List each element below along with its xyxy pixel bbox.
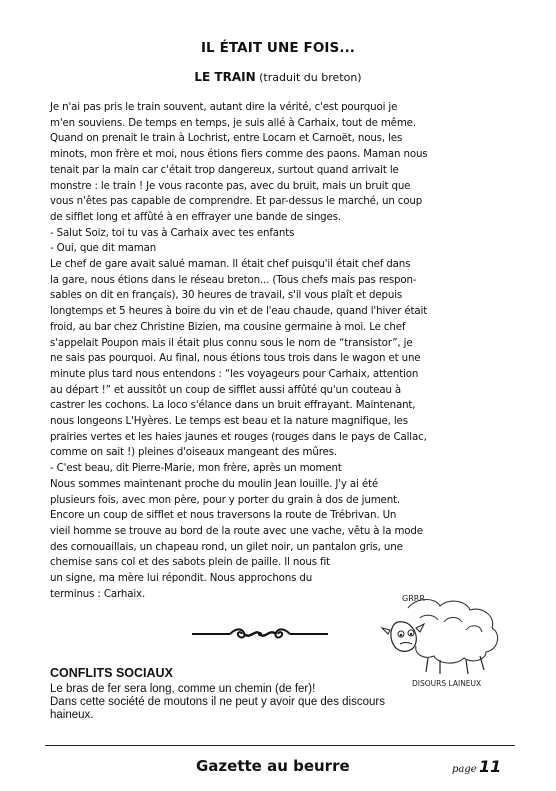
- story-line: vous n'êtes pas capable de comprendre. Et par-dessus le marché, un coup: [50, 195, 423, 208]
- story-line: chemise sans col et des sabots plein de paille. Il nous fit: [50, 556, 331, 569]
- story-line: Encore un coup de sifflet et nous traversons la route de Trébrivan. Un: [50, 509, 397, 522]
- scroll-ornament-icon: [190, 626, 330, 642]
- story-line: ne sais pas pourquoi. Au final, nous étions tous trois dans le wagon et une: [50, 352, 421, 365]
- story-line: minots, mon frère et moi, nous étions fiers comme des paons. Maman nous: [50, 148, 428, 161]
- subtitle-note: (traduit du breton): [255, 71, 362, 84]
- conflits-line: Dans cette société de moutons il ne peut y avoir que des discours: [50, 696, 385, 709]
- publication-name: Gazette au beurre: [196, 757, 350, 775]
- story-line: minute plus tard nous entendons : “les voyageurs pour Carhaix, attention: [50, 367, 419, 380]
- story-line: monstre : le train ! Je vous raconte pas, avec du bruit, mais un bruit que: [50, 179, 411, 192]
- story-line: - C'est beau, dit Pierre-Marie, mon frère, après un moment: [50, 462, 342, 475]
- story-line: castrer les cochons. La loco s'élance dans un bruit effrayant. Maintenant,: [50, 399, 416, 412]
- cartoon-caption: DISOURS LAINEUX: [412, 679, 482, 688]
- story-line: longtemps et 5 heures à boire du vin et de l'eau chaude, quand l'hiver était: [50, 305, 428, 318]
- story-line: nous longeons L'Hyères. Le temps est beau et la nature magnifique, les: [50, 415, 408, 428]
- conflits-heading: CONFLITS SOCIAUX: [50, 666, 173, 680]
- conflits-text: [50, 683, 410, 723]
- story-line: Nous sommes maintenant proche du moulin Jean Iouille. J'y ai été: [50, 477, 379, 490]
- page-label: page: [452, 764, 477, 775]
- cartoon-bubble-text: GRRR: [402, 594, 425, 603]
- story-text: [50, 100, 525, 603]
- story-line: sables on dit en français), 30 heures de travail, s'il vous plaît et depuis: [50, 289, 403, 302]
- story-line: - Oui, que dit maman: [50, 242, 157, 255]
- story-line: un signe, ma mère lui répondit. Nous approchons du: [50, 572, 313, 585]
- story-line: terminus : Carhaix.: [50, 587, 146, 600]
- sheep-cartoon: [378, 588, 513, 688]
- story-line: au départ !” et aussitôt un coup de sifflet aussi affûté qu'un couteau à: [50, 383, 402, 396]
- story-line: des cornouaillais, un chapeau rond, un gilet noir, un pantalon gris, une: [50, 540, 403, 553]
- article-title: IL ÉTAIT UNE FOIS...: [200, 40, 356, 56]
- story-line: - Salut Soiz, toi tu vas à Carhaix avec tes enfants: [50, 226, 295, 239]
- story-line: s'appelait Poupon mais il était plus connu sous le nom de “transistor”, je: [50, 336, 413, 349]
- conflits-line: Le bras de fer sera long, comme un chemin (de fer)!: [50, 683, 316, 695]
- page-number: 11: [479, 757, 502, 776]
- story-line: prairies vertes et les haies jaunes et rouges (rouges dans le pays de Callac,: [50, 430, 427, 443]
- conflits-line: haineux.: [50, 709, 94, 722]
- story-line: de sifflet long et affûté à en effrayer une bande de singes.: [50, 210, 341, 223]
- subtitle-main: LE TRAIN: [194, 70, 256, 84]
- story-line: vieil homme se trouve au bord de la route avec une vache, vêtu à la mode: [50, 524, 423, 537]
- story-line: Le chef de gare avait salué maman. Il était chef puisqu'il était chef dans: [50, 258, 411, 271]
- footer-divider: [45, 745, 515, 746]
- story-line: froid, au bar chez Christine Bizien, ma cousine germaine à moi. Le chef: [50, 320, 406, 333]
- article-subtitle: [0, 70, 556, 84]
- story-line: la gare, nous étions dans le réseau breton... (Tous chefs mais pas respon-: [50, 273, 417, 286]
- story-line: plusieurs fois, avec mon père, pour y porter du grain à dos de jument.: [50, 493, 401, 506]
- story-line: m'en souviens. De temps en temps, je suis allé à Carhaix, tout de même.: [50, 116, 416, 129]
- story-line: tenait par la main car c'était trop dangereux, surtout quand arrivait le: [50, 163, 399, 176]
- story-line: Je n'ai pas pris le train souvent, autant dire la vérité, c'est pourquoi je: [50, 101, 398, 113]
- story-line: comme on sait !) pleines d'oiseaux mangeant des mûres.: [50, 446, 337, 459]
- story-line: Quand on prenait le train à Lochrist, entre Locarn et Carnoët, nous, les: [50, 132, 403, 145]
